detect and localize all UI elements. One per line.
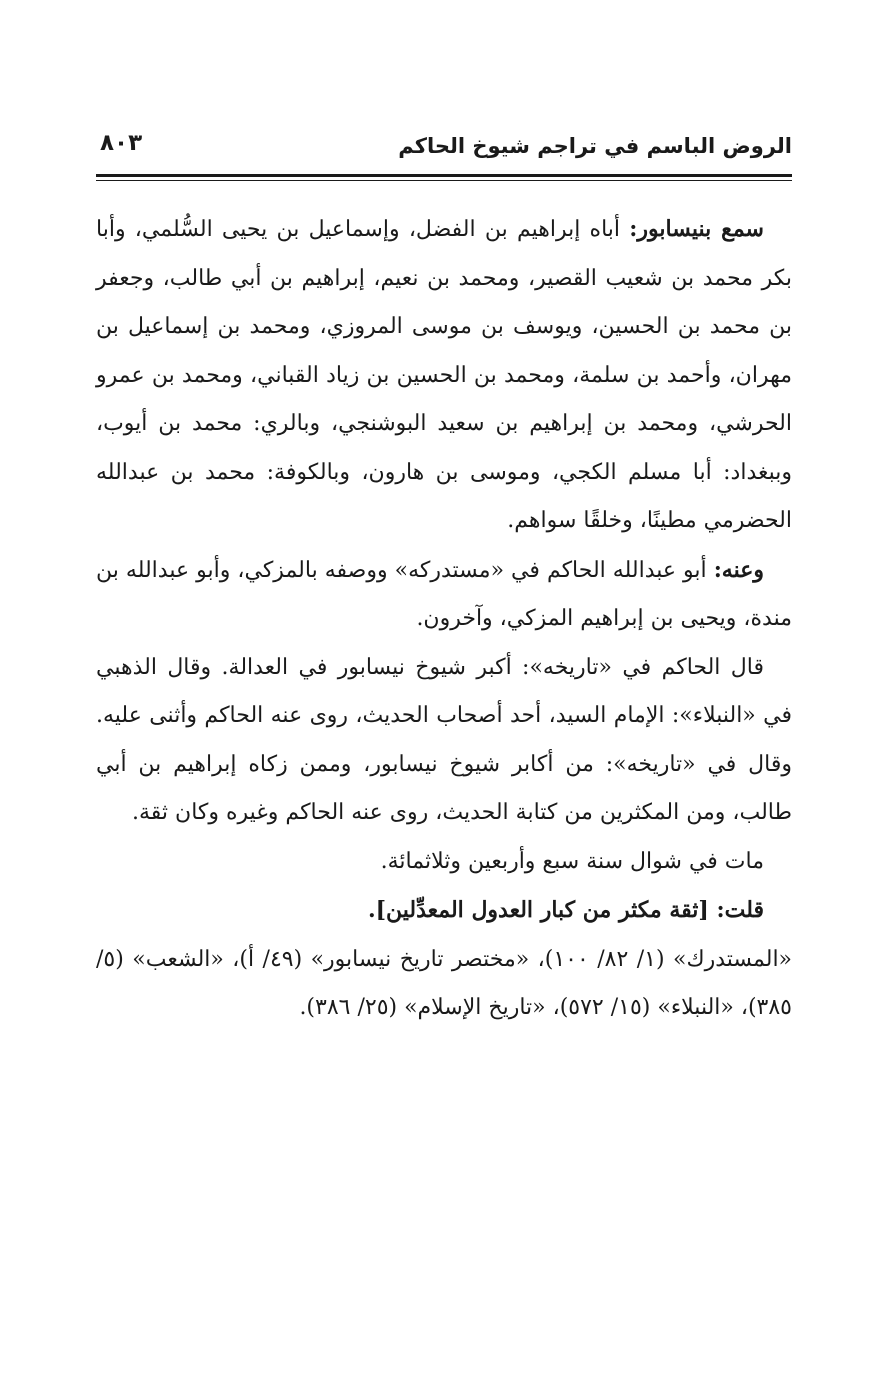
paragraph-statements: قال الحاكم في «تاريخه»: أكبر شيوخ نيسابور في العدالة. وقال الذهبي في «النبلاء»: الإمام السيد، أحد أصحاب الحديث، روى عنه الحاكم وأثنى عليه. وقال في «تاريخه»: من أكابر شيوخ نيسابور، وممن زكاه إبراهيم بن أبي طالب، ومن المكثرين من كتابة الحديث، روى عنه الحاكم وغيره وكان ثقة. [96, 654, 792, 825]
paragraph-verdict-lead: قلت: [716, 897, 764, 923]
paragraph-death: مات في شوال سنة سبع وأربعين وثلاثمائة. [380, 848, 764, 874]
running-title: الروض الباسم في تراجم شيوخ الحاكم [398, 134, 792, 158]
page-number: ٨٠٣ [100, 130, 143, 156]
paragraph-verdict [96, 886, 792, 936]
paragraph-heard-lead: سمع بنيسابور: [629, 216, 764, 242]
paragraph-heard-text: أباه إبراهيم بن الفضل، وإسماعيل بن يحيى السُّلمي، وأبا بكر محمد بن شعيب القصير، ومحمد بن نعيم، إبراهيم بن أبي طالب، وجعفر بن محمد بن الحسين، ويوسف بن موسى المروزي، ومحمد بن إسماعيل بن مهران، وأحمد بن سلمة، ومحمد بن الحسين بن زياد القباني، ومحمد بن عمرو الحرشي، ومحمد بن إبراهيم بن سعيد البوشنجي، وبالري: محمد بن أيوب، وببغداد: أبا مسلم الكجي، وموسى بن هارون، وبالكوفة: محمد بن عبدالله الحضرمي مطينًا، وخلقًا سواهم. [96, 217, 792, 533]
paragraph-verdict-text: [ثقة مكثر من كبار العدول المعدِّلين]. [367, 897, 717, 923]
page-header [96, 130, 792, 174]
paragraph-sources: «المستدرك» (١/ ٨٢/ ١٠٠)، «مختصر تاريخ نيسابور» (٤٩/ أ)، «الشعب» (٥/ ٣٨٥)، «النبلاء» (١٥/ ٥٧٢)، «تاريخ الإسلام» (٢٥/ ٣٨٦). [96, 946, 793, 1020]
paragraph-from-him-text: أبو عبدالله الحاكم في «مستدركه» ووصفه بالمزكي، وأبو عبدالله بن مندة، ويحيى بن إبراهيم المزكي، وآخرون. [96, 557, 792, 631]
biography-body [96, 205, 792, 1033]
paragraph-heard [96, 205, 792, 546]
paragraph-from-him-lead: وعنه: [713, 556, 764, 583]
paragraph-from-him [96, 546, 792, 644]
header-rule-thick [96, 174, 792, 177]
book-page [96, 130, 792, 1033]
header-rule-thin [96, 180, 792, 181]
